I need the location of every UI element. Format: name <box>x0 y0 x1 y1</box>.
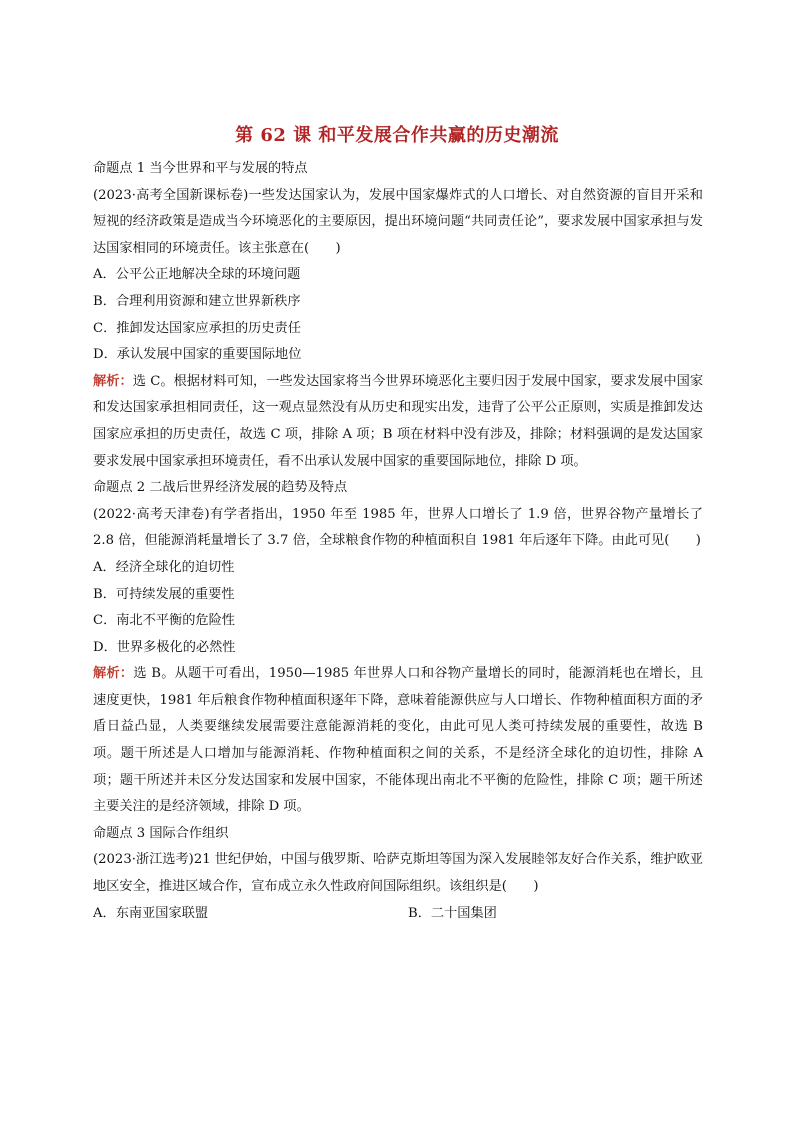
option-d: D．世界多极化的必然性 <box>93 639 236 655</box>
document-content <box>93 156 703 927</box>
analysis-text: 选 B。从题干可看出，1950—1985 年世界人口和谷物产量增长的同时，能源消耗也在增长，且速度更快，1981 年后粮食作物种植面积逐年下降，意味着能源供应与人口增长、作物种植面积方面的矛盾日益凸显，人类要继续发展需要注意能源消耗的变化，由此可见人类可持续发展的重要性，故选 B 项。题干所述是人口增加与能源消耗、作物种植面积之间的关系，不是经济全球化的迫切性，排除 A 项；题干所述并未区分发达国家和发展中国家，不能体现出南北不平衡的危险性，排除 C 项；题干所述主要关注的是经济领域，排除 D 项。 <box>93 666 704 815</box>
section-heading: 命题点 3 国际合作组织 <box>93 825 229 841</box>
analysis-paragraph <box>93 661 703 821</box>
analysis-label: 解析： <box>93 666 134 682</box>
question-text: (2023·浙江选考)21 世纪伊始，中国与俄罗斯、哈萨克斯坦等国为深入发展睦邻友好合作关系，维护欧亚地区安全，推进区域合作，宣布成立永久性政府间国际组织。该组织是( ) <box>93 852 703 895</box>
analysis-label: 解析： <box>93 373 133 389</box>
option-c: C．推卸发达国家应承担的历史责任 <box>93 320 301 336</box>
options-row <box>93 901 703 928</box>
option-b: B．合理利用资源和建立世界新秩序 <box>93 293 301 309</box>
option-d: D．承认发展中国家的重要国际地位 <box>93 347 302 363</box>
option-c: C．南北不平衡的危险性 <box>93 613 235 629</box>
question-text: (2023·高考全国新课标卷)一些发达国家认为，发展中国家爆炸式的人口增长、对自然资源的盲目开采和短视的经济政策是造成当今环境恶化的主要原因，提出环境问题“共同责任论”，要求发展中国家承担与发达国家相同的环境责任。该主张意在( ) <box>93 187 703 256</box>
lesson-title: 第 62 课 和平发展合作共赢的历史潮流 <box>235 125 559 146</box>
analysis-text: 选 C。根据材料可知，一些发达国家将当今世界环境恶化主要归因于发展中国家，要求发展中国家和发达国家承担相同责任，这一观点显然没有从历史和现实出发，违背了公平公正原则，实质是推卸发达国家应承担的历史责任，故选 C 项，排除 A 项；B 项在材料中没有涉及，排除；材料强调的是发达国家要求发展中国家承担环境责任，看不出承认发展中国家的重要国际地位，排除 D 项。 <box>93 373 704 469</box>
section-heading: 命题点 2 二战后世界经济发展的趋势及特点 <box>93 480 348 496</box>
option-a: A．东南亚国家联盟 <box>93 905 209 921</box>
option-b: B．可持续发展的重要性 <box>93 586 235 602</box>
analysis-paragraph <box>93 369 703 475</box>
question-text: (2022·高考天津卷)有学者指出，1950 年至 1985 年，世界人口增长了 1.9 倍，世界谷物产量增长了 2.8 倍，但能源消耗量增长了 3.7 倍，全球粮食作物的种植面积自 1981 年后逐年下降。由此可见( ) <box>93 506 703 549</box>
option-b: B．二十国集团 <box>408 905 497 921</box>
section-heading: 命题点 1 当今世界和平与发展的特点 <box>93 161 308 176</box>
option-a: A．经济全球化的迫切性 <box>93 559 235 575</box>
option-a: A．公平公正地解决全球的环境问题 <box>93 267 301 283</box>
